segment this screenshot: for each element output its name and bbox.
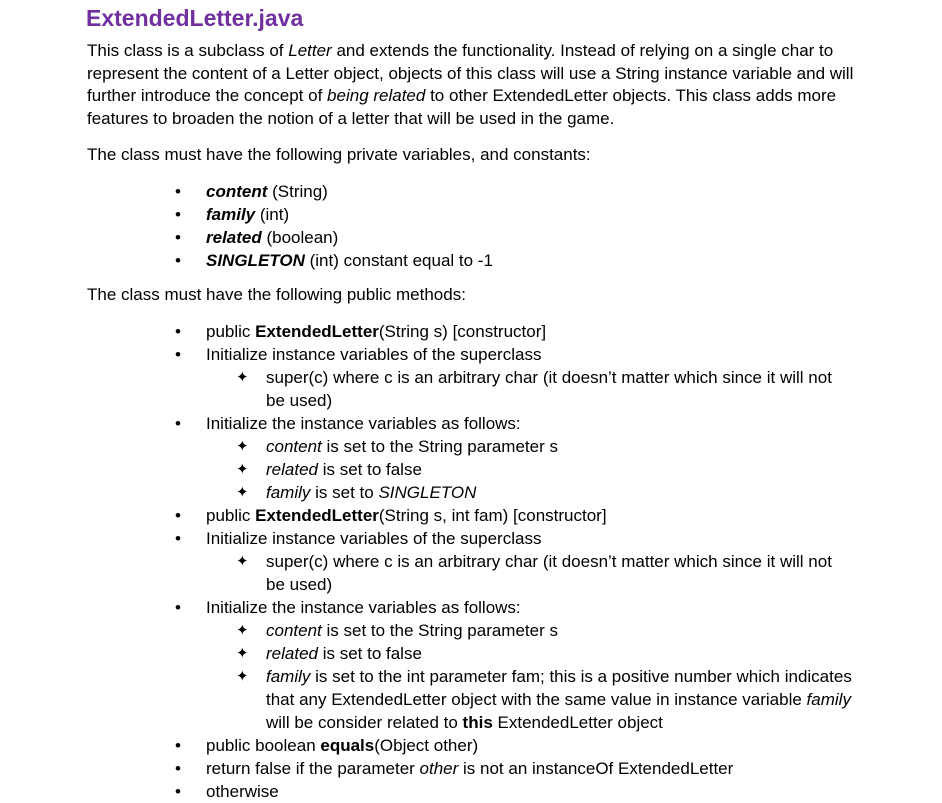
sub-list-item: ✦ family is set to the int parameter fam; this is a positive number which indicates that any ExtendedLetter object with the same value in instance variable family will be consider related to this ExtendedLetter object [0, 665, 942, 734]
page-title: ExtendedLetter.java [86, 5, 304, 31]
sub-list-item: ✦ related is set to false [0, 642, 942, 665]
list-item: • SINGLETON (int) constant equal to -1 [0, 249, 942, 272]
variables-list [0, 180, 942, 272]
sub-list-item: ✦ content is set to the String parameter s [0, 435, 942, 458]
list-item: • public ExtendedLetter(String s) [constructor] [0, 320, 942, 343]
intro-paragraph: This class is a subclass of Letter and extends the functionality. Instead of relying on a single char to represent the content of a Letter object, objects of this class will use a String instance variable and will further introduce the concept of being related to other ExtendedLetter objects. This class adds more features to broaden the notion of a letter that will be used in the game. [87, 41, 854, 128]
sub-list-item: ✦ related is set to false [0, 458, 942, 481]
list-item: • public boolean equals(Object other) [0, 734, 942, 757]
list-item: • content (String) [0, 180, 942, 203]
list-item: • Initialize the instance variables as follows: [0, 596, 942, 619]
methods-list [0, 320, 942, 803]
sub-list-item: ✦ super(c) where c is an arbitrary char (it doesn’t matter which since it will not be used) [0, 366, 942, 412]
sub-list-item: ✦ super(c) where c is an arbitrary char (it doesn’t matter which since it will not be used) [0, 550, 942, 596]
list-item: • return false if the parameter other is not an instanceOf ExtendedLetter [0, 757, 942, 780]
list-item: • Initialize instance variables of the superclass [0, 527, 942, 550]
list-item: • Initialize instance variables of the superclass [0, 343, 942, 366]
sub-list-item: ✦ family is set to SINGLETON [0, 481, 942, 504]
methods-heading: The class must have the following public methods: [87, 285, 466, 304]
list-item: • family (int) [0, 203, 942, 226]
variables-heading: The class must have the following private variables, and constants: [87, 145, 591, 164]
list-item: • Initialize the instance variables as follows: [0, 412, 942, 435]
sub-list-item: ✦ content is set to the String parameter s [0, 619, 942, 642]
list-item: • related (boolean) [0, 226, 942, 249]
list-item: • otherwise [0, 780, 942, 803]
list-item: • public ExtendedLetter(String s, int fam) [constructor] [0, 504, 942, 527]
